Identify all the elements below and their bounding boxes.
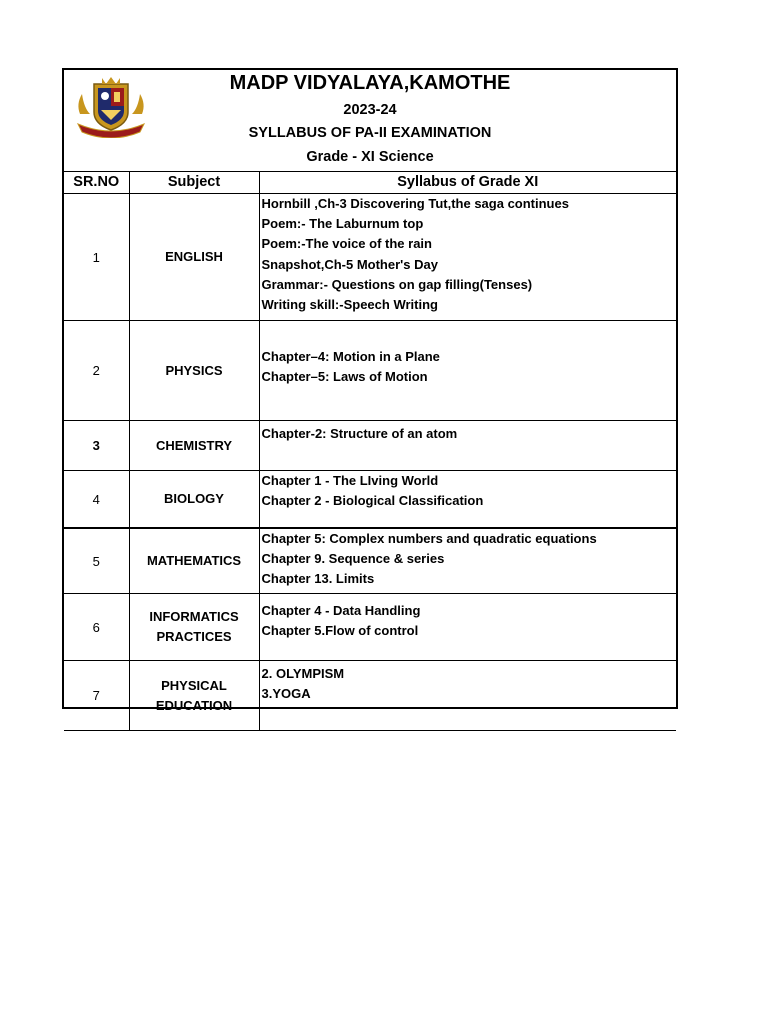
exam-title: SYLLABUS OF PA-II EXAMINATION	[248, 125, 492, 141]
syllabus-line: 3.YOGA	[261, 686, 311, 702]
row-subject: INFORMATICS PRACTICES	[129, 594, 259, 661]
header-subject: Subject	[129, 171, 259, 194]
sheet-header	[64, 70, 676, 172]
syllabus-line: Poem:-The voice of the rain	[261, 236, 432, 252]
header-syllabus: Syllabus of Grade XI	[259, 171, 676, 194]
row-subject: MATHEMATICS	[129, 528, 259, 594]
row-syllabus	[259, 528, 676, 594]
syllabus-line: Snapshot,Ch-5 Mother's Day	[261, 256, 438, 272]
syllabus-line: Chapter 4 - Data Handling	[261, 603, 421, 618]
syllabus-line: Chapter 5: Complex numbers and quadratic equations	[261, 531, 597, 546]
table-row	[64, 321, 676, 421]
table-row	[64, 471, 676, 529]
syllabus-line: Chapter 5.Flow of control	[261, 623, 419, 639]
syllabus-line: Grammar:- Questions on gap filling(Tenses)	[261, 276, 533, 292]
syllabus-table	[64, 171, 676, 731]
row-subject: PHYSICAL EDUCATION	[129, 661, 259, 731]
syllabus-line: Chapter–4: Motion in a Plane	[261, 349, 440, 364]
row-syllabus	[259, 194, 676, 321]
grade-title: Grade - XI Science	[306, 149, 434, 165]
row-srno: 2	[64, 321, 129, 421]
syllabus-line: Chapter 13. Limits	[261, 571, 375, 587]
syllabus-line: Chapter 2 - Biological Classification	[261, 493, 484, 509]
table-header-row	[64, 171, 676, 194]
row-srno: 4	[64, 471, 129, 529]
row-subject: ENGLISH	[129, 194, 259, 321]
row-srno: 6	[64, 594, 129, 661]
syllabus-line: Hornbill ,Ch-3 Discovering Tut,the saga continues	[261, 196, 569, 211]
academic-year: 2023-24	[343, 102, 397, 118]
row-syllabus	[259, 471, 676, 529]
row-subject: BIOLOGY	[129, 471, 259, 529]
row-srno: 5	[64, 528, 129, 594]
row-subject: PHYSICS	[129, 321, 259, 421]
syllabus-sheet	[62, 68, 678, 713]
row-srno: 7	[64, 661, 129, 731]
row-syllabus	[259, 421, 676, 471]
table-row	[64, 594, 676, 661]
school-name: MADP VIDYALAYA,KAMOTHE	[229, 72, 511, 94]
syllabus-line: Chapter-2: Structure of an atom	[261, 426, 458, 441]
syllabus-line: Chapter 1 - The LIving World	[261, 473, 439, 488]
row-subject: CHEMISTRY	[129, 421, 259, 471]
row-srno: 1	[64, 194, 129, 321]
row-syllabus	[259, 594, 676, 661]
table-row	[64, 528, 676, 594]
syllabus-line: Writing skill:-Speech Writing	[261, 297, 438, 313]
syllabus-line	[262, 327, 677, 347]
syllabus-line: Poem:- The Laburnum top	[261, 216, 424, 232]
syllabus-line: 2. OLYMPISM	[261, 666, 345, 681]
table-row	[64, 194, 676, 321]
syllabus-line: Chapter 9. Sequence & series	[261, 551, 445, 567]
row-syllabus	[259, 661, 676, 731]
table-row	[64, 421, 676, 471]
table-row	[64, 661, 676, 731]
syllabus-line: Chapter–5: Laws of Motion	[261, 369, 428, 385]
row-srno: 3	[64, 421, 129, 471]
row-syllabus	[259, 321, 676, 421]
header-srno: SR.NO	[64, 171, 129, 194]
